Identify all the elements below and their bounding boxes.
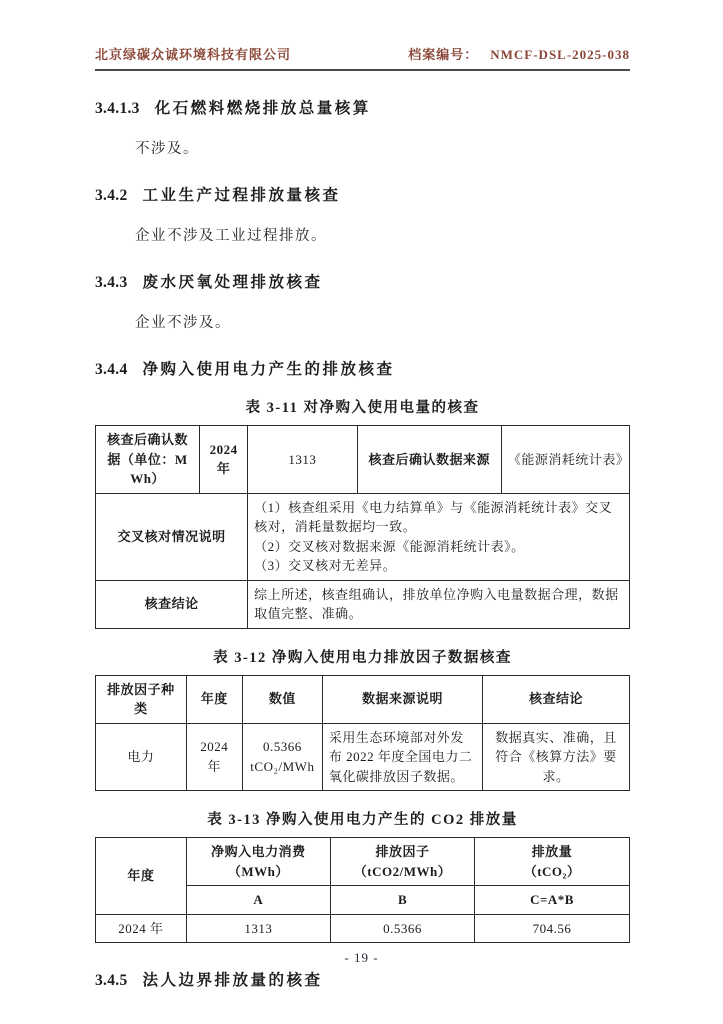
factor-unit: （tCO2/MWh） <box>353 863 452 879</box>
t13-col-a: A <box>186 886 330 915</box>
t13-col-c: C=A*B <box>475 886 630 915</box>
file-number-label: 档案编号： <box>408 47 479 62</box>
t11-data-source-label: 核查后确认数据来源 <box>357 426 501 494</box>
t11-conclusion-text: 综上所述，核查组确认，排放单位净购入电量数据合理，数据取值完整、准确。 <box>248 580 630 628</box>
section-body-3413: 不涉及。 <box>135 141 199 157</box>
section-number: 3.4.4 <box>95 361 128 378</box>
table-3-11-title: 表 3-11 对净购入使用电量的核查 <box>245 400 480 416</box>
t12-header-factor-type: 排放因子种类 <box>96 675 187 723</box>
table-3-12 <box>95 675 630 792</box>
section-number: 3.4.2 <box>95 187 128 204</box>
table-3-13 <box>95 837 630 943</box>
factor-label: 排放因子 <box>375 844 430 859</box>
t12-value-cell <box>242 723 322 791</box>
t11-crosscheck-content <box>248 493 630 580</box>
section-number: 3.4.5 <box>95 972 128 989</box>
table-row <box>96 580 630 628</box>
table-header-row <box>96 675 630 723</box>
t13-value-c: 704.56 <box>475 914 630 943</box>
t13-header-factor <box>330 838 474 886</box>
section-body-343: 企业不涉及。 <box>135 315 231 331</box>
company-name: 北京绿碳众诚环境科技有限公司 <box>95 47 292 62</box>
section-body-342: 企业不涉及工业过程排放。 <box>135 228 327 244</box>
t13-header-consumption <box>186 838 330 886</box>
section-heading-342 <box>95 183 630 205</box>
section-heading-345 <box>95 968 630 990</box>
table-row <box>96 426 630 494</box>
emission-unit: （tCO₂） <box>523 863 581 879</box>
t11-conclusion-label: 核查结论 <box>96 580 248 628</box>
emission-label: 排放量 <box>531 844 573 859</box>
section-number: 3.4.3 <box>95 274 128 291</box>
t12-source: 采用生态环境部对外发布 2022 年度全国电力二氧化碳排放因子数据。 <box>322 723 482 791</box>
page-number: - 19 - <box>344 950 379 965</box>
factor-value: 0.5366 <box>263 739 302 755</box>
t11-confirmed-data-label: 核查后确认数据（单位：MWh） <box>96 426 200 494</box>
consumption-unit: （MWh） <box>227 863 289 879</box>
t11-data-source-value: 《能源消耗统计表》 <box>501 426 629 494</box>
file-number <box>408 44 630 63</box>
t13-year: 2024 年 <box>96 914 187 943</box>
table-header-row <box>96 838 630 886</box>
section-heading-343 <box>95 270 630 292</box>
t13-col-b: B <box>330 886 474 915</box>
t11-confirmed-value: 1313 <box>248 426 357 494</box>
crosscheck-line-1: （1）核查组采用《电力结算单》与《能源消耗统计表》交叉核对，消耗量数据均一致。 <box>254 499 613 534</box>
t12-year: 2024 年 <box>186 723 242 791</box>
table-row <box>96 493 630 580</box>
t12-conclusion: 数据真实、准确，且符合《核算方法》要求。 <box>483 723 630 791</box>
table-3-11 <box>95 425 630 629</box>
page-header <box>95 44 630 71</box>
factor-unit: tCO₂/MWh <box>250 758 315 774</box>
t12-header-value: 数值 <box>242 675 322 723</box>
consumption-label: 净购入电力消费 <box>211 844 306 859</box>
section-number: 3.4.1.3 <box>95 100 140 117</box>
t13-header-year: 年度 <box>96 838 187 915</box>
t13-header-emission <box>475 838 630 886</box>
file-number-value: NMCF-DSL-2025-038 <box>490 47 630 62</box>
section-title: 化石燃料燃烧排放总量核算 <box>154 100 371 117</box>
crosscheck-line-3: （3）交叉核对无差异。 <box>254 558 397 573</box>
section-title: 净购入使用电力产生的排放核查 <box>142 361 395 378</box>
t13-value-b: 0.5366 <box>330 914 474 943</box>
t12-factor-type: 电力 <box>96 723 187 791</box>
t12-header-year: 年度 <box>186 675 242 723</box>
section-title: 法人边界排放量的核查 <box>142 972 323 989</box>
section-heading-3413 <box>95 96 630 118</box>
section-title: 工业生产过程排放量核查 <box>142 187 341 204</box>
table-row <box>96 914 630 943</box>
t11-crosscheck-label: 交叉核对情况说明 <box>96 493 248 580</box>
table-3-13-title: 表 3-13 净购入使用电力产生的 CO2 排放量 <box>207 812 518 828</box>
crosscheck-line-2: （2）交叉核对数据来源《能源消耗统计表》。 <box>254 538 525 554</box>
section-heading-344 <box>95 357 630 379</box>
t12-header-source: 数据来源说明 <box>322 675 482 723</box>
t12-header-conclusion: 核查结论 <box>483 675 630 723</box>
table-row <box>96 723 630 791</box>
t11-year: 2024 年 <box>200 426 248 494</box>
section-title: 废水厌氧处理排放核查 <box>142 274 323 291</box>
t13-value-a: 1313 <box>186 914 330 943</box>
table-3-12-title: 表 3-12 净购入使用电力排放因子数据核查 <box>213 649 512 666</box>
